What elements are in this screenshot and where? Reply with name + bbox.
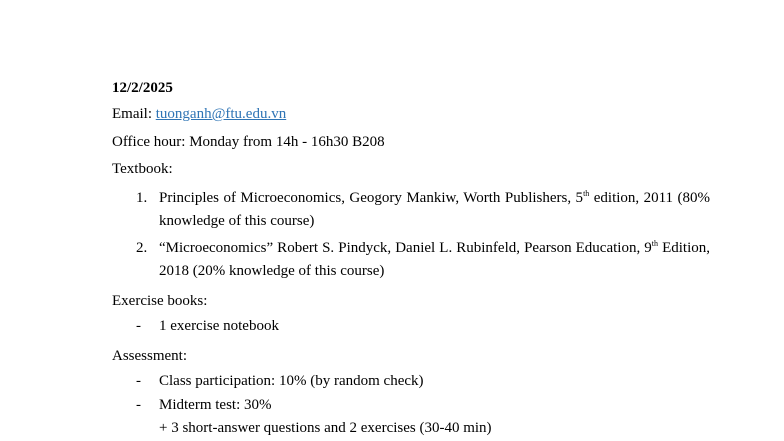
list-item — [112, 370, 710, 394]
email-label: Email: — [112, 106, 156, 122]
textbook-item-text-rest: edition, 2011 (80% knowledge of this course) — [159, 189, 710, 229]
email-link[interactable]: tuonganh@ftu.edu.vn — [155, 106, 287, 122]
textbook-item-text-main: Principles of Microeconomics, Geogory Mankiw, Worth Publishers, 5 — [159, 189, 584, 206]
textbook-item-text-rest: Edition, 2018 (20% knowledge of this course) — [159, 239, 710, 279]
list-item — [112, 394, 710, 441]
superscript: th — [651, 238, 658, 248]
textbook-item-text — [159, 234, 710, 284]
textbook-item-text — [159, 184, 710, 234]
list-dash: - — [136, 318, 141, 334]
superscript: th — [583, 188, 590, 198]
list-item — [112, 315, 710, 339]
list-dash: - — [136, 396, 141, 413]
list-item-text: Midterm test: 30% — [159, 396, 272, 413]
document-date: 12/2/2025 — [112, 80, 173, 96]
list-item-text: 1 exercise notebook — [159, 318, 279, 334]
list-item-subtext: + 3 short-answer questions and 2 exercises (30-40 min) — [159, 420, 492, 436]
textbook-item-text-main: “Microeconomics” Robert S. Pindyck, Daniel L. Rubinfeld, Pearson Education, 9 — [159, 239, 652, 256]
exercise-books-heading: Exercise books: — [112, 292, 208, 309]
list-number: 1. — [136, 189, 148, 206]
textbook-item — [112, 234, 710, 284]
textbook-item — [112, 184, 710, 234]
textbook-heading: Textbook: — [112, 161, 173, 177]
list-number: 2. — [136, 239, 148, 256]
exercise-books-list — [112, 315, 710, 339]
assessment-heading: Assessment: — [112, 347, 187, 364]
list-dash: - — [136, 373, 141, 389]
document-page — [112, 76, 710, 441]
list-item-text: Class participation: 10% (by random check) — [159, 373, 424, 389]
office-hour-line: Office hour: Monday from 14h - 16h30 B208 — [112, 133, 385, 150]
email-line — [112, 101, 710, 129]
assessment-list — [112, 370, 710, 441]
textbook-list — [112, 184, 710, 284]
